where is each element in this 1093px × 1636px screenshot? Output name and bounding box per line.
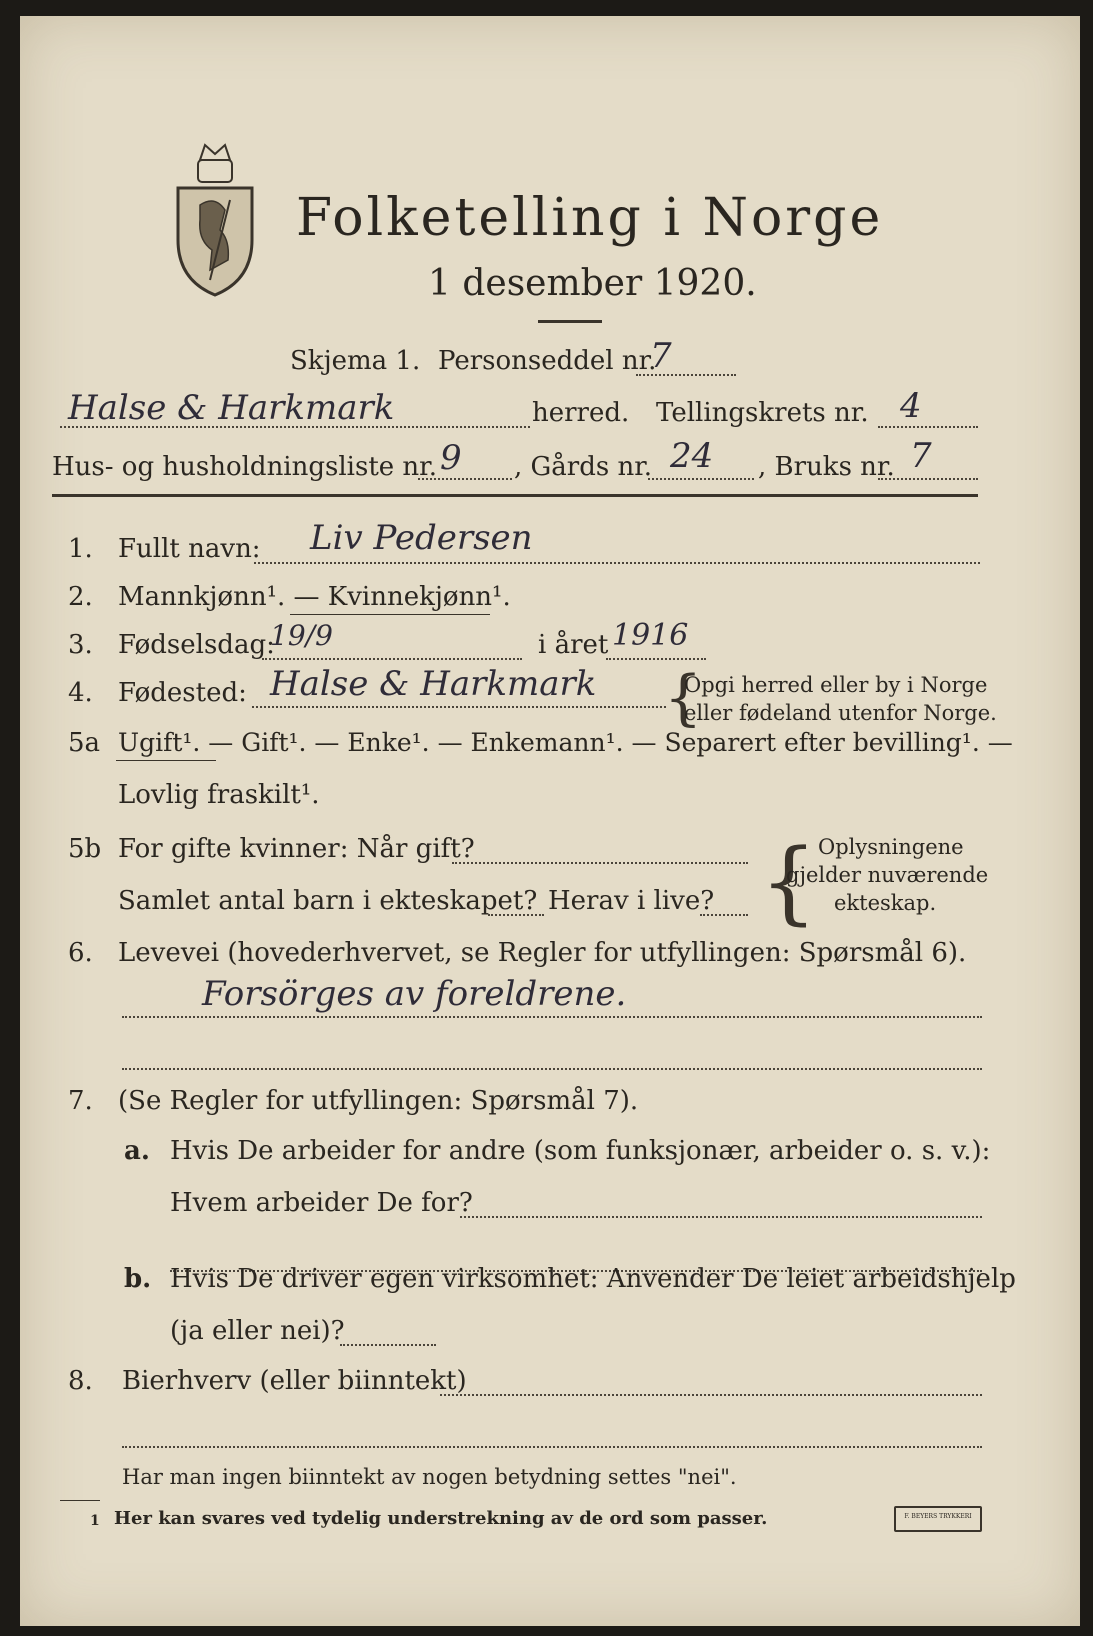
herred-value: Halse & Harkmark — [68, 388, 395, 428]
q8-number: 8. — [68, 1366, 93, 1396]
q1-full-name-value: Liv Pedersen — [310, 518, 533, 558]
coat-of-arms-icon — [170, 140, 260, 300]
footnote-text: Her kan svares ved tydelig understrekning av de ord som passer. — [114, 1508, 768, 1529]
q7b-yes-no-label: (ja eller nei)? — [170, 1316, 345, 1346]
q3-birthdate-value: 19/9 — [270, 619, 333, 652]
q7b-label: Hvis De driver egen virksomhet: Anvender De leiet arbeidshjelp — [170, 1264, 1016, 1294]
q7a-employer-label: Hvem arbeider De for? — [170, 1188, 473, 1218]
printer-stamp: F. BEYERS TRYKKERI — [894, 1506, 982, 1532]
q8-label: Bierhverv (eller biinntekt) — [122, 1366, 467, 1396]
q7a-letter: a. — [124, 1136, 150, 1166]
q4-note-line1: Opgi herred eller by i Norge — [684, 673, 988, 697]
schema-label: Skjema 1. — [290, 346, 421, 376]
q7a-label: Hvis De arbeider for andre (som funksjonær, arbeider o. s. v.): — [170, 1136, 991, 1166]
q5b-alive-label: Herav i live? — [548, 886, 715, 916]
q5b-note-line1: Oplysningene — [818, 835, 964, 859]
bruks-label: , Bruks nr. — [758, 452, 895, 482]
q3-number: 3. — [68, 630, 93, 660]
personseddel-value: 7 — [650, 336, 672, 376]
q5b-number: 5b — [68, 834, 102, 864]
tellingskrets-value: 4 — [900, 386, 922, 426]
q7-label: (Se Regler for utfyllingen: Spørsmål 7). — [118, 1086, 639, 1116]
q6-number: 6. — [68, 938, 93, 968]
gards-value: 24 — [670, 436, 714, 476]
footnote-mark: 1 — [90, 1513, 100, 1529]
gards-label: , Gårds nr. — [514, 452, 653, 482]
q5b-label: For gifte kvinner: Når gift? — [118, 834, 475, 864]
q1-label: Fullt navn: — [118, 534, 261, 564]
q3-label: Fødselsdag: — [118, 630, 275, 660]
q7-number: 7. — [68, 1086, 93, 1116]
header-divider — [52, 494, 978, 497]
q5b-note-line2: gjelder nuværende — [786, 863, 989, 887]
census-form: Folketelling i Norge 1 desember 1920. Skjema 1. Personseddel nr. 7 Halse & Harkmark herred. Tellingskrets nr. 4 Hus- og husholdningsliste nr. 9 , Gårds nr. 24 , Bruks nr. 7 1. Fullt navn: Liv Pedersen 2. Mannkjønn¹. — Kvinnekjønn¹. 3. Fødselsdag: 19/9 i året 1916 4. Fødested: Halse & Harkmark { Opgi herred eller by i Norge eller fødeland utenfor Norge. 5a Ugift¹. — Gift¹. — Enke¹. — Enkemann¹. — Separert efter bevilling¹. — Lovlig fraskilt¹. 5b For gifte kvinner: Når gift? Samlet antal barn i ekteskapet? Herav i live? { Oplysningene gjelder nuværende ekteskap. 6. Levevei (hovederhvervet, se Regler for utfyllingen: Spørsmål 6). Forsörges av foreldrene. 7. (Se Regler for utfyllingen: Spørsmål 7). a. Hvis De arbeider for andre (som funksjonær, arbeider o. s. v.): Hvem arbeider De for? b. Hvis De driver egen virksomhet: Anvender De leiet arbeidshjelp (ja eller nei)? 8. Bierhverv (eller biinntekt) Har man ingen biinntekt av nogen betydning settes "nei". 1 Her kan svares ved tydelig understrekning av de ord som passer. F. BEYERS TRYKKERI — [20, 16, 1080, 1626]
herred-label: herred. — [532, 398, 630, 428]
q6-label: Levevei (hovederhvervet, se Regler for utfyllingen: Spørsmål 6). — [118, 938, 967, 968]
personseddel-label: Personseddel nr. — [438, 346, 657, 376]
form-date: 1 desember 1920. — [428, 263, 757, 304]
q5a-label-line2: Lovlig fraskilt¹. — [118, 780, 320, 810]
q5b-children-label: Samlet antal barn i ekteskapet? — [118, 886, 538, 916]
q4-note-line2: eller fødeland utenfor Norge. — [684, 701, 997, 725]
q3-year-value: 1916 — [612, 618, 689, 653]
q5a-number: 5a — [68, 728, 101, 758]
tellingskrets-label: Tellingskrets nr. — [656, 398, 869, 428]
footnote-divider — [60, 1500, 100, 1501]
q6-occupation-value: Forsörges av foreldrene. — [202, 974, 627, 1014]
husliste-value: 9 — [440, 438, 462, 478]
bruks-value: 7 — [910, 436, 932, 476]
q4-number: 4. — [68, 678, 93, 708]
q5b-note-line3: ekteskap. — [834, 891, 937, 915]
q2-number: 2. — [68, 582, 93, 612]
q3-year-label: i året — [538, 630, 609, 660]
q8-note: Har man ingen biinntekt av nogen betydning settes "nei". — [122, 1465, 737, 1489]
q5a-ugift-underline — [116, 760, 216, 761]
q2-label: Mannkjønn¹. — Kvinnekjønn¹. — [118, 582, 511, 612]
form-title: Folketelling i Norge — [296, 188, 884, 248]
q4-birthplace-value: Halse & Harkmark — [270, 664, 597, 704]
title-divider — [538, 320, 602, 323]
q2-underline — [290, 614, 490, 615]
q7b-letter: b. — [124, 1264, 152, 1294]
q1-number: 1. — [68, 534, 93, 564]
q4-label: Fødested: — [118, 678, 247, 708]
husliste-label: Hus- og husholdningsliste nr. — [52, 452, 438, 482]
q5a-label: Ugift¹. — Gift¹. — Enke¹. — Enkemann¹. — Separert efter bevilling¹. — — [118, 728, 1013, 757]
